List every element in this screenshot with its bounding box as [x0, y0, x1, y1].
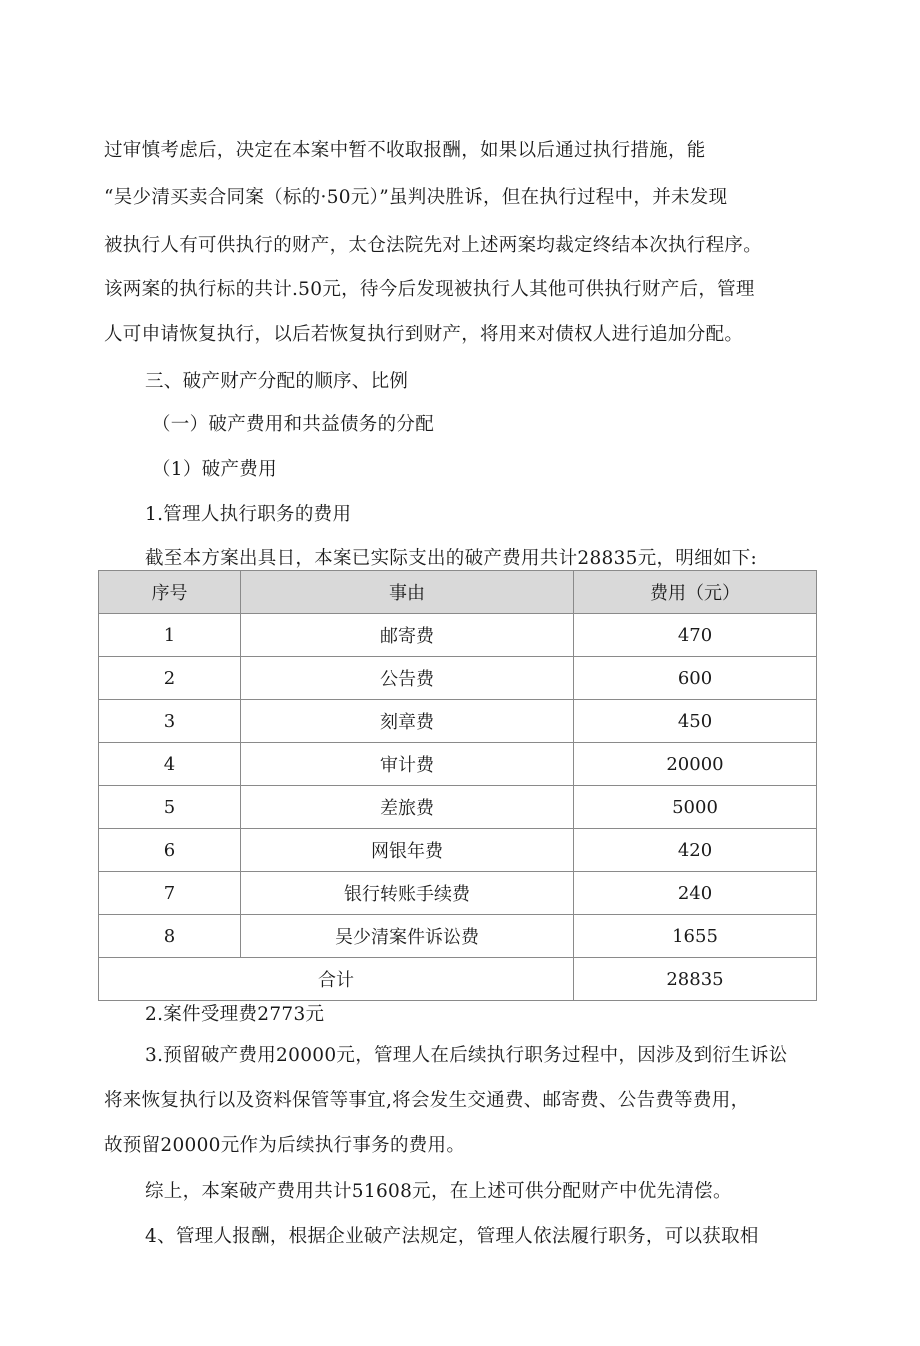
item-heading: 1.管理人执行职务的费用	[145, 504, 352, 525]
subsection-heading: （1）破产费用	[152, 459, 277, 480]
cell-amount: 5000	[574, 786, 817, 829]
cell-amount: 470	[574, 614, 817, 657]
cell-number: 7	[99, 872, 241, 915]
paragraph-line: 综上，本案破产费用共计51608元，在上述可供分配财产中优先清偿。	[145, 1181, 732, 1202]
table-row	[99, 829, 817, 872]
cell-item: 网银年费	[241, 829, 574, 872]
paragraph-line: 被执行人有可供执行的财产，太仓法院先对上述两案均裁定终结本次执行程序。	[104, 235, 763, 256]
cell-item: 差旅费	[241, 786, 574, 829]
paragraph-line: 故预留20000元作为后续执行事务的费用。	[104, 1135, 466, 1156]
paragraph-line: “吴少清买卖合同案（标的·50元）”虽判决胜诉，但在执行过程中，并未发现	[104, 187, 728, 208]
cell-number: 4	[99, 743, 241, 786]
cell-item: 审计费	[241, 743, 574, 786]
cell-number: 8	[99, 915, 241, 958]
table-row	[99, 657, 817, 700]
cell-number: 3	[99, 700, 241, 743]
header-number: 序号	[99, 571, 241, 614]
paragraph-line: 过审慎考虑后，决定在本案中暂不收取报酬，如果以后通过执行措施，能	[104, 140, 706, 161]
table-row	[99, 743, 817, 786]
table-header-row	[99, 571, 817, 614]
table-row	[99, 700, 817, 743]
table-row	[99, 786, 817, 829]
cell-number: 5	[99, 786, 241, 829]
paragraph-line: 4、管理人报酬，根据企业破产法规定，管理人依法履行职务，可以获取相	[145, 1226, 759, 1247]
cell-item: 邮寄费	[241, 614, 574, 657]
header-amount: 费用（元）	[574, 571, 817, 614]
cell-amount: 420	[574, 829, 817, 872]
section-heading: 三、破产财产分配的顺序、比例	[145, 371, 409, 392]
cell-amount: 20000	[574, 743, 817, 786]
table-row	[99, 614, 817, 657]
cell-amount: 600	[574, 657, 817, 700]
cell-amount: 1655	[574, 915, 817, 958]
subsection-heading: （一）破产费用和共益债务的分配	[152, 414, 435, 435]
table-row	[99, 915, 817, 958]
total-label: 合计	[99, 958, 574, 1001]
cell-number: 1	[99, 614, 241, 657]
cell-item: 吴少清案件诉讼费	[241, 915, 574, 958]
table-total-row	[99, 958, 817, 1001]
total-amount: 28835	[574, 958, 817, 1001]
cell-amount: 240	[574, 872, 817, 915]
paragraph-line: 3.预留破产费用20000元，管理人在后续执行职务过程中，因涉及到衍生诉讼	[145, 1045, 788, 1066]
table-row	[99, 872, 817, 915]
item-heading: 2.案件受理费2773元	[145, 1004, 325, 1025]
paragraph-line: 将来恢复执行以及资料保管等事宜,将会发生交通费、邮寄费、公告费等费用，	[104, 1090, 750, 1111]
cell-item: 银行转账手续费	[241, 872, 574, 915]
paragraph-line: 该两案的执行标的共计.50元，待今后发现被执行人其他可供执行财产后，管理	[104, 279, 755, 300]
paragraph-line: 截至本方案出具日，本案已实际支出的破产费用共计28835元，明细如下:	[145, 548, 758, 569]
header-item: 事由	[241, 571, 574, 614]
cell-number: 6	[99, 829, 241, 872]
cell-item: 刻章费	[241, 700, 574, 743]
cell-item: 公告费	[241, 657, 574, 700]
expense-table	[98, 570, 817, 1001]
cell-number: 2	[99, 657, 241, 700]
cell-amount: 450	[574, 700, 817, 743]
paragraph-line: 人可申请恢复执行，以后若恢复执行到财产，将用来对债权人进行追加分配。	[104, 324, 744, 345]
